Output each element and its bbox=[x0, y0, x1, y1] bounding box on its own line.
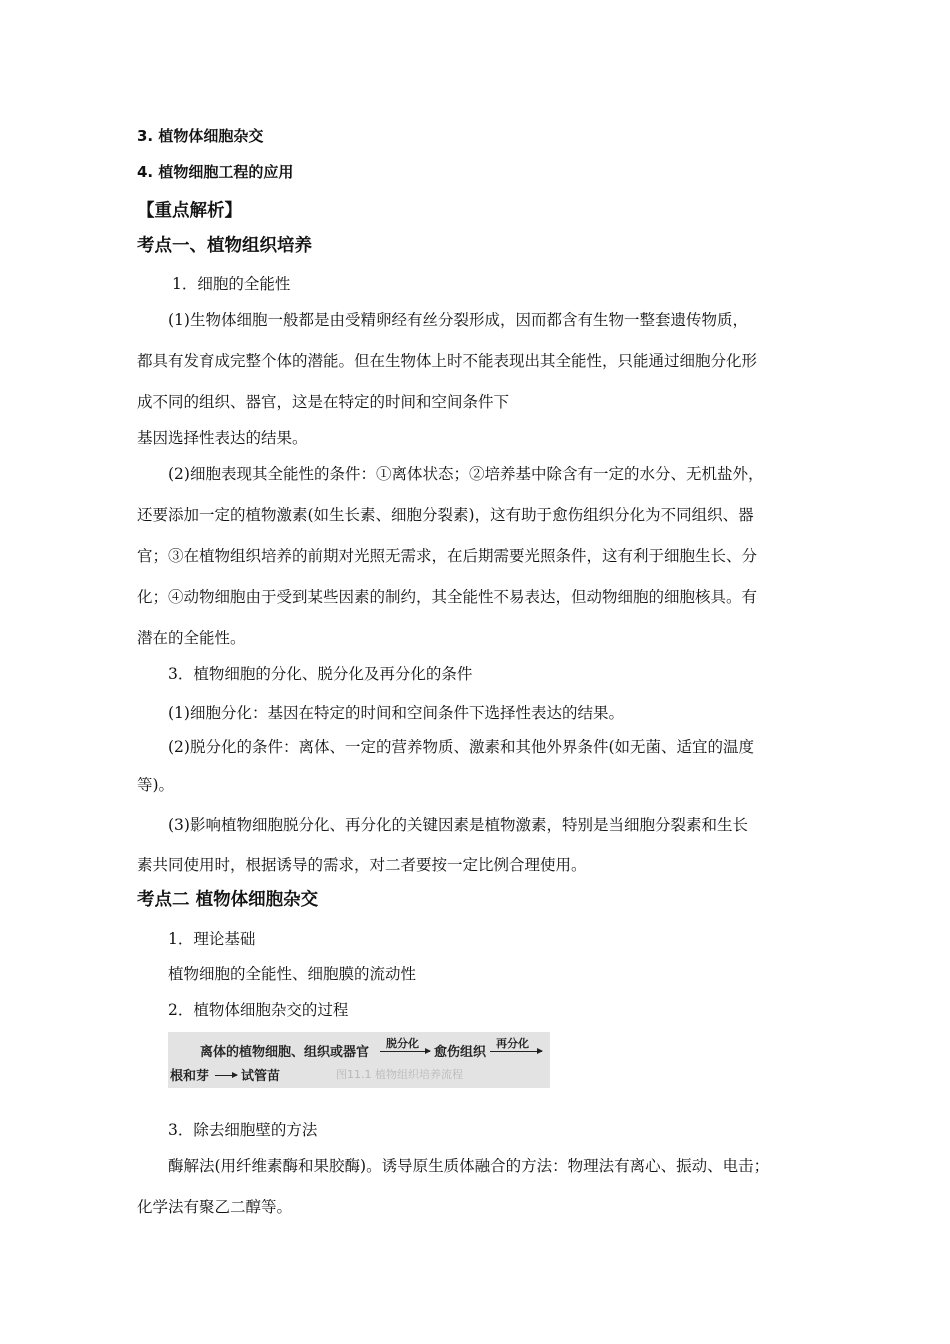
process-figure bbox=[168, 1032, 550, 1088]
kp1-p1-line2: 都具有发育成完整个体的潜能。但在生物体上时不能表现出其全能性，只能通过细胞分化形 bbox=[137, 352, 758, 370]
figure-row2-end: 试管苗 bbox=[241, 1069, 281, 1084]
kp2-sub3: 3．除去细胞壁的方法 bbox=[168, 1121, 318, 1139]
figure-arrow3 bbox=[215, 1075, 237, 1076]
kp1-sub1: 1．细胞的全能性 bbox=[172, 275, 291, 293]
toc-item-4: 4. 植物细胞工程的应用 bbox=[137, 163, 294, 181]
kp2-theory: 植物细胞的全能性、细胞膜的流动性 bbox=[168, 965, 417, 983]
figure-middle-label: 愈伤组织 bbox=[434, 1045, 487, 1060]
kp2-method-line2: 化学法有聚乙二醇等。 bbox=[137, 1198, 293, 1216]
kp1-p2-line2: 还要添加一定的植物激素(如生长素、细胞分裂素)，这有助于愈伤组织分化为不同组织、器 bbox=[137, 506, 754, 524]
kp1-p1-line1: (1)生物体细胞一般都是由受精卵经有丝分裂形成，因而都含有生物一整套遗传物质， bbox=[168, 311, 748, 329]
kp1-p2-line3: 官；③在植物组织培养的前期对光照无需求，在后期需要光照条件，这有利于细胞生长、分 bbox=[137, 547, 758, 565]
toc-item-3: 3. 植物体细胞杂交 bbox=[137, 127, 264, 145]
figure-arrow1-label: 脱分化 bbox=[386, 1037, 419, 1050]
section-heading: 【重点解析】 bbox=[137, 201, 242, 221]
figure-row2-start: 根和芽 bbox=[170, 1069, 210, 1084]
figure-arrow1 bbox=[380, 1051, 430, 1052]
kp2-title: 考点二 植物体细胞杂交 bbox=[137, 890, 319, 910]
figure-start-label: 离体的植物细胞、组织或器官 bbox=[200, 1045, 370, 1060]
kp2-sub2: 2．植物体细胞杂交的过程 bbox=[168, 1001, 349, 1019]
kp1-c3-line1: (3)影响植物细胞脱分化、再分化的关键因素是植物激素，特别是当细胞分裂素和生长 bbox=[168, 816, 748, 834]
kp1-c1: (1)细胞分化：基因在特定的时间和空间条件下选择性表达的结果。 bbox=[168, 704, 624, 722]
kp1-p1-line4: 基因选择性表达的结果。 bbox=[137, 429, 308, 447]
kp2-sub1: 1．理论基础 bbox=[168, 930, 256, 948]
kp1-p2-line1: (2)细胞表现其全能性的条件：①离体状态；②培养基中除含有一定的水分、无机盐外， bbox=[168, 465, 764, 483]
figure-arrow2-label: 再分化 bbox=[496, 1037, 529, 1050]
figure-arrow2 bbox=[490, 1051, 542, 1052]
kp2-method-line1: 酶解法(用纤维素酶和果胶酶)。诱导原生质体融合的方法：物理法有离心、振动、电击； bbox=[168, 1157, 770, 1175]
kp1-title: 考点一、植物组织培养 bbox=[137, 236, 312, 256]
kp1-c2-line2: 等)。 bbox=[137, 776, 175, 794]
kp1-c3-line2: 素共同使用时，根据诱导的需求，对二者要按一定比例合理使用。 bbox=[137, 856, 587, 874]
figure-ghost-caption: 图11.1 植物组织培养流程 bbox=[336, 1068, 463, 1081]
kp1-sub3: 3．植物细胞的分化、脱分化及再分化的条件 bbox=[168, 665, 473, 683]
kp1-c2-line1: (2)脱分化的条件：离体、一定的营养物质、激素和其他外界条件(如无菌、适宜的温度 bbox=[168, 738, 755, 756]
kp1-p2-line4: 化；④动物细胞由于受到某些因素的制约，其全能性不易表达，但动物细胞的细胞核具。有 bbox=[137, 588, 758, 606]
kp1-p1-line3: 成不同的组织、器官，这是在特定的时间和空间条件下 bbox=[137, 393, 510, 411]
kp1-p2-line5: 潜在的全能性。 bbox=[137, 629, 246, 647]
